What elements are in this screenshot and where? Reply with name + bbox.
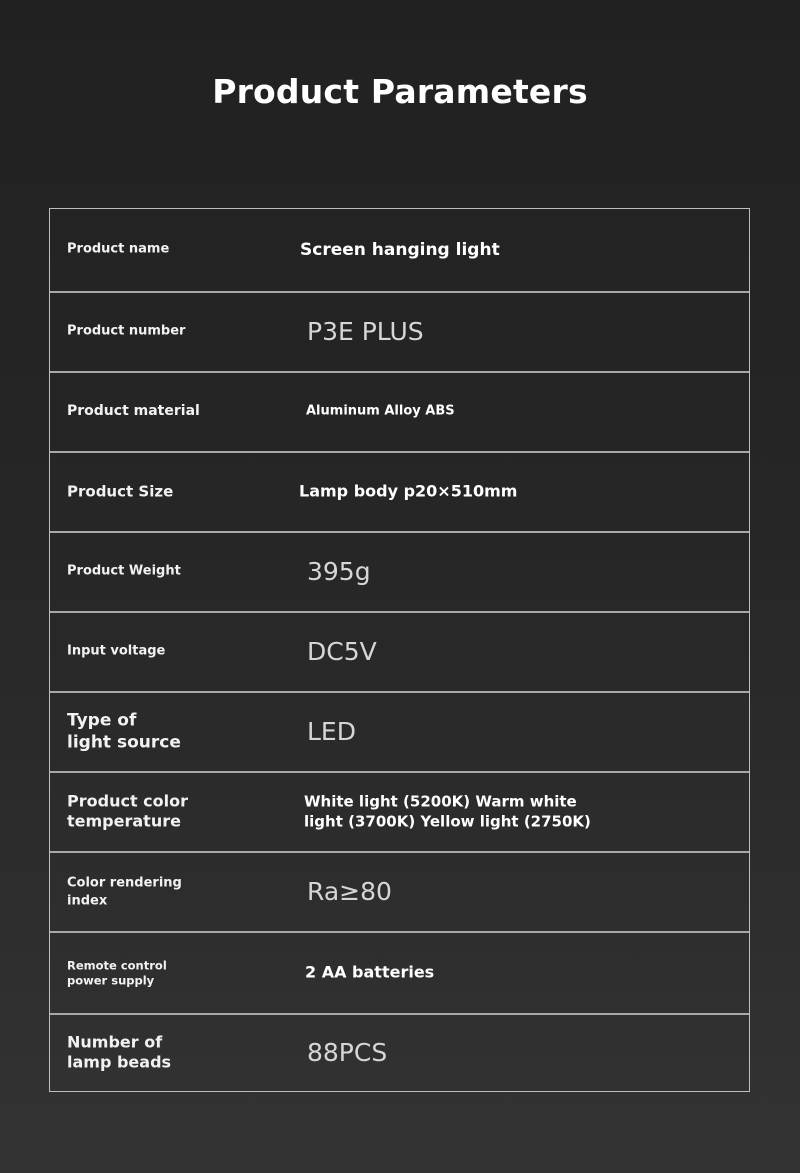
row-value: Lamp body p20×510mm [299,481,518,501]
table-row-lamp-beads [50,1015,749,1091]
table-row-input-voltage [50,613,749,693]
row-label: Product name [67,241,170,257]
row-label: Number of lamp beads [67,1032,172,1072]
row-value: P3E PLUS [307,316,424,346]
row-label: Product Size [67,482,174,501]
table-row-remote-power-supply [50,933,749,1015]
table-row-product-number [50,293,749,373]
row-value: Aluminum Alloy ABS [306,403,455,419]
row-label: Color rendering index [67,875,182,908]
table-row-color-temperature [50,773,749,853]
table-row-product-name [50,209,749,293]
row-label: Product Weight [67,563,181,579]
row-value: Ra≥80 [307,876,392,906]
table-row-product-weight [50,533,749,613]
row-value: LED [307,716,356,746]
row-label: Product material [67,403,200,420]
table-row-color-rendering-index [50,853,749,933]
row-label: Type of light source [67,710,181,752]
table-row-light-source-type [50,693,749,773]
table-row-product-size [50,453,749,533]
parameters-table [49,208,750,1092]
row-value: Screen hanging light [300,239,500,260]
row-label: Product color temperature [67,791,188,831]
row-label: Product number [67,323,186,339]
row-label: Input voltage [67,643,166,659]
row-value: 88PCS [307,1037,388,1067]
row-value: White light (5200K) Warm white light (3700K) Yellow light (2750K) [304,792,591,830]
table-row-product-material [50,373,749,453]
row-value: DC5V [307,636,377,666]
row-label: Remote control power supply [67,958,167,987]
row-value: 2 AA batteries [305,962,435,982]
row-value: 395g [307,556,371,586]
page-title: Product Parameters [212,72,588,111]
